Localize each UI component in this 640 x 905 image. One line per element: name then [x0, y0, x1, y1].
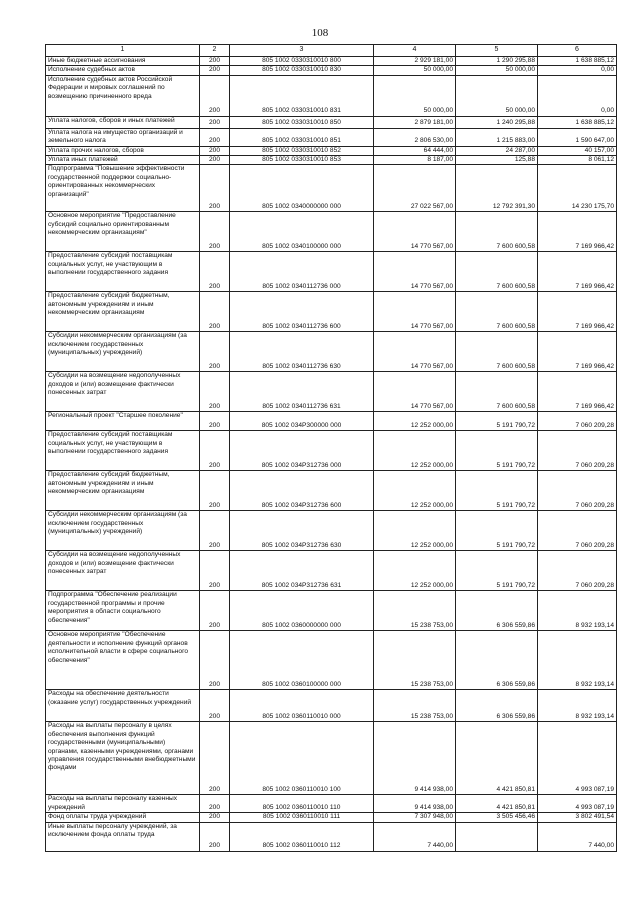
row-classification-code: 805 1002 0360000000 000	[230, 591, 374, 631]
table-row	[46, 631, 617, 690]
row-group: 200	[200, 795, 230, 813]
row-value-col5: 1 215 883,00	[456, 128, 538, 146]
row-classification-code: 805 1002 0340100000 000	[230, 212, 374, 252]
row-value-col5: 4 421 850,81	[456, 722, 538, 795]
row-classification-code: 805 1002 0360110010 111	[230, 813, 374, 822]
row-value-col4: 8 187,00	[374, 156, 456, 165]
row-value-col5: 7 600 600,58	[456, 292, 538, 332]
table-row	[46, 591, 617, 631]
row-classification-code: 805 1002 0330310010 851	[230, 128, 374, 146]
row-value-col6: 7 060 209,28	[538, 412, 617, 431]
table-row	[46, 292, 617, 332]
row-classification-code: 805 1002 034P312736 000	[230, 431, 374, 471]
row-value-col4: 12 252 000,00	[374, 431, 456, 471]
row-value-col4: 14 770 567,00	[374, 252, 456, 292]
row-classification-code: 805 1002 0330310010 830	[230, 66, 374, 75]
row-value-col6: 7 440,00	[538, 822, 617, 851]
row-value-col4: 7 307 948,00	[374, 813, 456, 822]
row-value-col4: 14 770 567,00	[374, 332, 456, 372]
row-value-col5: 24 287,00	[456, 146, 538, 155]
row-group: 200	[200, 252, 230, 292]
row-value-col5: 125,88	[456, 156, 538, 165]
row-value-col5: 6 306 559,86	[456, 690, 538, 722]
row-group: 200	[200, 511, 230, 551]
row-classification-code: 805 1002 0330310010 852	[230, 146, 374, 155]
row-classification-code: 805 1002 0340000000 000	[230, 165, 374, 212]
row-value-col4: 7 440,00	[374, 822, 456, 851]
row-name: Исполнение судебных актов Российской Федерации и мировых соглашений по возмещению причиненного вреда	[46, 75, 200, 116]
row-classification-code: 805 1002 0330310010 853	[230, 156, 374, 165]
table-row	[46, 66, 617, 75]
column-header: 5	[456, 45, 538, 57]
row-value-col6: 8 932 193,14	[538, 591, 617, 631]
row-name: Иные бюджетные ассигнования	[46, 57, 200, 66]
row-value-col4: 9 414 938,00	[374, 722, 456, 795]
row-group: 200	[200, 146, 230, 155]
row-classification-code: 805 1002 0340112736 600	[230, 292, 374, 332]
row-value-col5: 1 240 295,88	[456, 116, 538, 128]
row-name: Уплата налогов, сборов и иных платежей	[46, 116, 200, 128]
row-classification-code: 805 1002 0340112736 631	[230, 372, 374, 412]
row-classification-code: 805 1002 0340112736 000	[230, 252, 374, 292]
column-header: 3	[230, 45, 374, 57]
table-row	[46, 57, 617, 66]
row-group: 200	[200, 722, 230, 795]
row-name: Исполнение судебных актов	[46, 66, 200, 75]
table-row	[46, 146, 617, 155]
row-value-col5: 7 600 600,58	[456, 332, 538, 372]
row-value-col6: 40 157,00	[538, 146, 617, 155]
row-group: 200	[200, 591, 230, 631]
row-name: Предоставление субсидий поставщикам социальных услуг, не участвующим в выполнении государственного задания	[46, 252, 200, 292]
row-value-col6: 7 169 966,42	[538, 332, 617, 372]
table-row	[46, 813, 617, 822]
table-row	[46, 551, 617, 591]
row-value-col6: 0,00	[538, 75, 617, 116]
column-header: 2	[200, 45, 230, 57]
row-value-col4: 14 770 567,00	[374, 372, 456, 412]
table-row	[46, 128, 617, 146]
row-name: Субсидии на возмещение недополученных доходов и (или) возмещение фактически понесенных затрат	[46, 372, 200, 412]
row-classification-code: 805 1002 0360110010 000	[230, 690, 374, 722]
row-value-col5: 5 191 790,72	[456, 471, 538, 511]
row-value-col6: 4 993 087,19	[538, 795, 617, 813]
row-group: 200	[200, 813, 230, 822]
row-value-col4: 12 252 000,00	[374, 412, 456, 431]
row-name: Иные выплаты персоналу учреждений, за исключением фонда оплаты труда	[46, 822, 200, 851]
row-value-col6: 1 638 885,12	[538, 116, 617, 128]
row-group: 200	[200, 332, 230, 372]
row-group: 200	[200, 690, 230, 722]
row-value-col6: 8 932 193,14	[538, 631, 617, 690]
row-value-col5: 5 191 790,72	[456, 412, 538, 431]
table-row	[46, 471, 617, 511]
table-row	[46, 690, 617, 722]
row-value-col6: 8 061,12	[538, 156, 617, 165]
table-row	[46, 156, 617, 165]
row-group: 200	[200, 372, 230, 412]
table-row	[46, 412, 617, 431]
row-value-col6: 7 060 209,28	[538, 471, 617, 511]
row-classification-code: 805 1002 0330310010 800	[230, 57, 374, 66]
row-classification-code: 805 1002 0360110010 112	[230, 822, 374, 851]
row-classification-code: 805 1002 034P312736 631	[230, 551, 374, 591]
row-group: 200	[200, 551, 230, 591]
row-group: 200	[200, 66, 230, 75]
table-row	[46, 511, 617, 551]
row-value-col5: 4 421 850,81	[456, 795, 538, 813]
row-value-col4: 14 770 567,00	[374, 292, 456, 332]
row-name: Предоставление субсидий поставщикам социальных услуг, не участвующим в выполнении государственного задания	[46, 431, 200, 471]
row-value-col6: 8 932 193,14	[538, 690, 617, 722]
budget-table	[45, 44, 617, 852]
row-value-col6: 4 993 087,19	[538, 722, 617, 795]
table-row	[46, 795, 617, 813]
page-number: 108	[311, 27, 329, 39]
row-value-col6: 0,00	[538, 66, 617, 75]
row-value-col6: 14 230 175,70	[538, 165, 617, 212]
row-group: 200	[200, 412, 230, 431]
column-header: 4	[374, 45, 456, 57]
row-classification-code: 805 1002 034P312736 600	[230, 471, 374, 511]
row-group: 200	[200, 212, 230, 252]
row-group: 200	[200, 128, 230, 146]
row-value-col6: 1 638 885,12	[538, 57, 617, 66]
row-name: Уплата налога на имущество организаций и земельного налога	[46, 128, 200, 146]
row-value-col6: 7 169 966,42	[538, 292, 617, 332]
table-row	[46, 75, 617, 116]
row-value-col4: 12 252 000,00	[374, 551, 456, 591]
row-group: 200	[200, 631, 230, 690]
row-value-col5: 7 600 600,58	[456, 212, 538, 252]
column-header: 6	[538, 45, 617, 57]
row-value-col6: 7 060 209,28	[538, 431, 617, 471]
row-group: 200	[200, 165, 230, 212]
row-name: Подпрограмма "Обеспечение реализации государственной программы и прочие мероприятия в области социального обеспечения"	[46, 591, 200, 631]
table-row	[46, 165, 617, 212]
row-group: 200	[200, 57, 230, 66]
row-value-col5: 1 290 295,88	[456, 57, 538, 66]
row-name: Расходы на выплаты персоналу в целях обеспечения выполнения функций государственными (муниципальными) органами, казенными учреждениями, органами управления государственными внебюджетными фондами	[46, 722, 200, 795]
row-value-col4: 2 806 530,00	[374, 128, 456, 146]
row-classification-code: 805 1002 0330310010 850	[230, 116, 374, 128]
row-value-col6: 1 590 647,00	[538, 128, 617, 146]
row-classification-code: 805 1002 0360100000 000	[230, 631, 374, 690]
row-value-col4: 12 252 000,00	[374, 511, 456, 551]
row-value-col5: 12 792 391,30	[456, 165, 538, 212]
row-classification-code: 805 1002 0330310010 831	[230, 75, 374, 116]
row-name: Региональный проект "Старшее поколение"	[46, 412, 200, 431]
row-name: Расходы на выплаты персоналу казенных учреждений	[46, 795, 200, 813]
row-value-col6: 3 802 491,54	[538, 813, 617, 822]
row-name: Субсидии некоммерческим организациям (за исключением государственных (муниципальных) учреждений)	[46, 511, 200, 551]
table-row	[46, 116, 617, 128]
row-group: 200	[200, 156, 230, 165]
row-value-col6: 7 169 966,42	[538, 252, 617, 292]
row-classification-code: 805 1002 034P312736 630	[230, 511, 374, 551]
row-value-col5: 5 191 790,72	[456, 511, 538, 551]
row-value-col5: 6 306 559,86	[456, 631, 538, 690]
table-header-row	[46, 45, 617, 57]
row-value-col5: 5 191 790,72	[456, 551, 538, 591]
row-classification-code: 805 1002 0360110010 100	[230, 722, 374, 795]
row-group: 200	[200, 822, 230, 851]
table-row	[46, 822, 617, 851]
row-group: 200	[200, 471, 230, 511]
row-value-col4: 64 444,00	[374, 146, 456, 155]
row-classification-code: 805 1002 0360110010 110	[230, 795, 374, 813]
column-header: 1	[46, 45, 200, 57]
row-value-col4: 15 238 753,00	[374, 591, 456, 631]
row-value-col5	[456, 822, 538, 851]
row-value-col4: 12 252 000,00	[374, 471, 456, 511]
row-name: Фонд оплаты труда учреждений	[46, 813, 200, 822]
row-name: Основное мероприятие "Предоставление субсидий социально ориентированным некоммерческим организациям"	[46, 212, 200, 252]
table-row	[46, 722, 617, 795]
row-value-col5: 50 000,00	[456, 66, 538, 75]
row-group: 200	[200, 116, 230, 128]
row-value-col5: 6 306 559,86	[456, 591, 538, 631]
row-name: Основное мероприятие "Обеспечение деятельности и исполнение функций органов исполнительной власти в сфере социального обеспечения"	[46, 631, 200, 690]
table-row	[46, 431, 617, 471]
row-name: Субсидии на возмещение недополученных доходов и (или) возмещение фактически понесенных затрат	[46, 551, 200, 591]
row-classification-code: 805 1002 034P300000 000	[230, 412, 374, 431]
row-value-col6: 7 060 209,28	[538, 511, 617, 551]
table-row	[46, 252, 617, 292]
row-value-col6: 7 060 209,28	[538, 551, 617, 591]
row-value-col4: 50 000,00	[374, 75, 456, 116]
row-value-col6: 7 169 966,42	[538, 372, 617, 412]
row-name: Предоставление субсидий бюджетным, автономным учреждениям и иным некоммерческим организациям	[46, 292, 200, 332]
row-value-col4: 9 414 938,00	[374, 795, 456, 813]
row-group: 200	[200, 75, 230, 116]
row-name: Уплата прочих налогов, сборов	[46, 146, 200, 155]
row-value-col5: 7 600 600,58	[456, 372, 538, 412]
table-row	[46, 212, 617, 252]
row-value-col4: 15 238 753,00	[374, 690, 456, 722]
row-value-col4: 2 879 181,00	[374, 116, 456, 128]
table-row	[46, 332, 617, 372]
row-value-col4: 14 770 567,00	[374, 212, 456, 252]
row-value-col4: 27 022 567,00	[374, 165, 456, 212]
table-row	[46, 372, 617, 412]
row-value-col4: 50 000,00	[374, 66, 456, 75]
row-value-col4: 2 929 181,00	[374, 57, 456, 66]
row-group: 200	[200, 431, 230, 471]
row-name: Уплата иных платежей	[46, 156, 200, 165]
row-value-col6: 7 169 966,42	[538, 212, 617, 252]
row-name: Подпрограмма "Повышение эффективности государственной поддержки социально-ориентированных некоммерческих организаций"	[46, 165, 200, 212]
row-value-col5: 5 191 790,72	[456, 431, 538, 471]
row-value-col5: 3 505 456,46	[456, 813, 538, 822]
row-classification-code: 805 1002 0340112736 630	[230, 332, 374, 372]
row-value-col4: 15 238 753,00	[374, 631, 456, 690]
row-name: Расходы на обеспечение деятельности (оказание услуг) государственных учреждений	[46, 690, 200, 722]
row-value-col5: 50 000,00	[456, 75, 538, 116]
row-name: Предоставление субсидий бюджетным, автономным учреждениям и иным некоммерческим организациям	[46, 471, 200, 511]
row-value-col5: 7 600 600,58	[456, 252, 538, 292]
row-name: Субсидии некоммерческим организациям (за исключением государственных (муниципальных) учреждений)	[46, 332, 200, 372]
row-group: 200	[200, 292, 230, 332]
